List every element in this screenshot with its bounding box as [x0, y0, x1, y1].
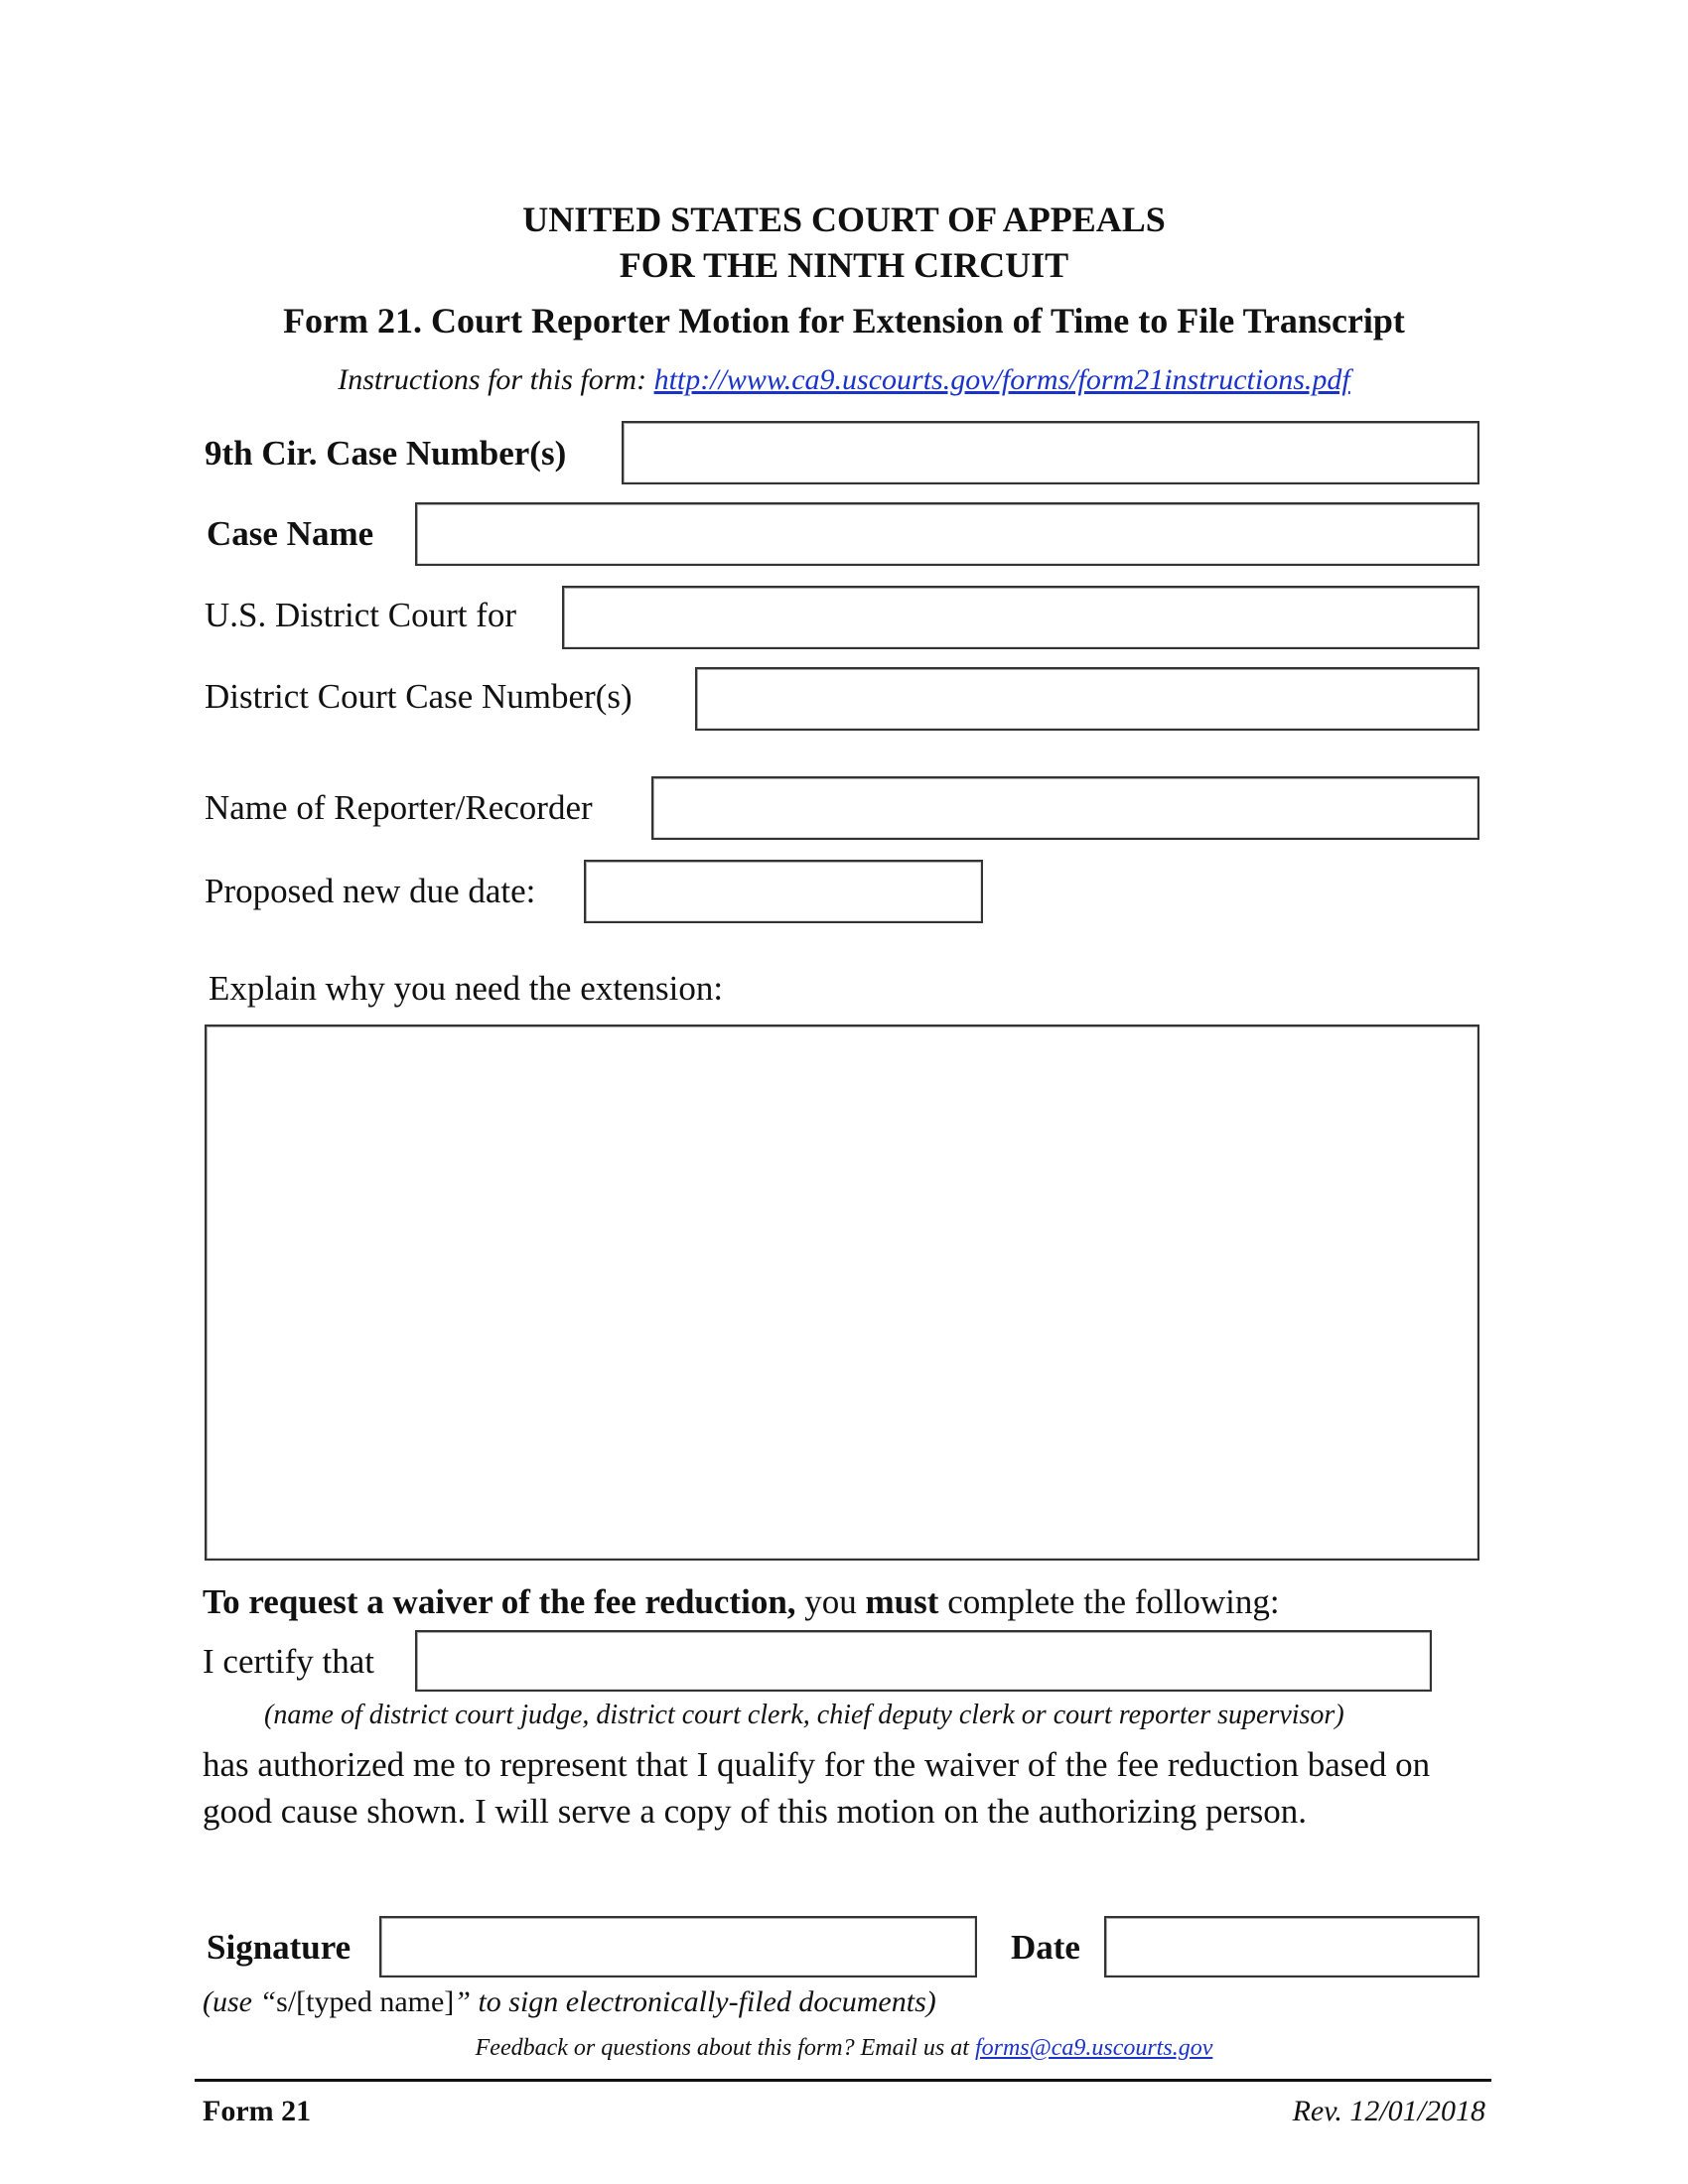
certify-hint: (name of district court judge, district court clerk, chief deputy clerk or court reporter supervisor)	[264, 1700, 1344, 1730]
certify-input[interactable]	[415, 1630, 1432, 1692]
waiver-intro-text-end: complete the following:	[938, 1582, 1280, 1621]
district-court-label: U.S. District Court for	[205, 596, 517, 634]
explanation-textarea[interactable]	[205, 1024, 1479, 1561]
signature-hint	[203, 1985, 936, 2019]
form-title: Form 21. Court Reporter Motion for Extension of Time to File Transcript	[283, 301, 1405, 341]
district-case-number-input[interactable]	[695, 667, 1479, 731]
case-name-label: Case Name	[207, 514, 374, 553]
case-number-input[interactable]	[622, 421, 1479, 484]
reporter-label: Name of Reporter/Recorder	[205, 788, 593, 827]
signature-input[interactable]	[379, 1916, 977, 1978]
case-name-input[interactable]	[415, 502, 1479, 566]
footer-form-number: Form 21	[203, 2095, 312, 2127]
signature-hint-typed: s/[typed name]	[276, 1985, 455, 2018]
explain-label: Explain why you need the extension:	[209, 969, 724, 1008]
case-number-label: 9th Cir. Case Number(s)	[205, 434, 567, 473]
court-name-line2: FOR THE NINTH CIRCUIT	[619, 245, 1069, 285]
feedback-line	[0, 2035, 1688, 2062]
certify-label: I certify that	[203, 1642, 374, 1681]
waiver-intro-bold: To request a waiver of the fee reduction,	[203, 1582, 796, 1621]
date-label: Date	[1011, 1928, 1080, 1967]
waiver-intro-must: must	[865, 1582, 939, 1621]
waiver-statement: has authorized me to represent that I qualify for the waiver of the fee reduction based on good cause shown. I will serve a copy of this motion on the authorizing person.	[203, 1745, 1431, 1831]
due-date-label: Proposed new due date:	[205, 872, 536, 910]
instructions-prefix: Instructions for this form:	[338, 363, 654, 396]
district-court-input[interactable]	[562, 586, 1479, 649]
feedback-prefix: Feedback or questions about this form? Email us at	[475, 2035, 975, 2061]
signature-hint-close: ” to sign electronically-filed documents)	[454, 1985, 936, 2018]
footer-divider	[195, 2079, 1491, 2082]
signature-hint-open: (use “	[203, 1985, 277, 2018]
date-input[interactable]	[1104, 1916, 1479, 1978]
signature-label: Signature	[207, 1928, 352, 1967]
feedback-email-link[interactable]: forms@ca9.uscourts.gov	[974, 2035, 1213, 2061]
instructions-link[interactable]: http://www.ca9.uscourts.gov/forms/form21instructions.pdf	[653, 363, 1350, 396]
waiver-intro	[203, 1582, 1280, 1622]
instructions-line	[0, 363, 1688, 397]
due-date-input[interactable]	[584, 860, 983, 923]
district-case-number-label: District Court Case Number(s)	[205, 677, 633, 716]
footer-revision: Rev. 12/01/2018	[1292, 2095, 1485, 2127]
waiver-intro-text: you	[795, 1582, 866, 1621]
court-name-line1: UNITED STATES COURT OF APPEALS	[522, 200, 1166, 239]
reporter-input[interactable]	[651, 776, 1479, 840]
